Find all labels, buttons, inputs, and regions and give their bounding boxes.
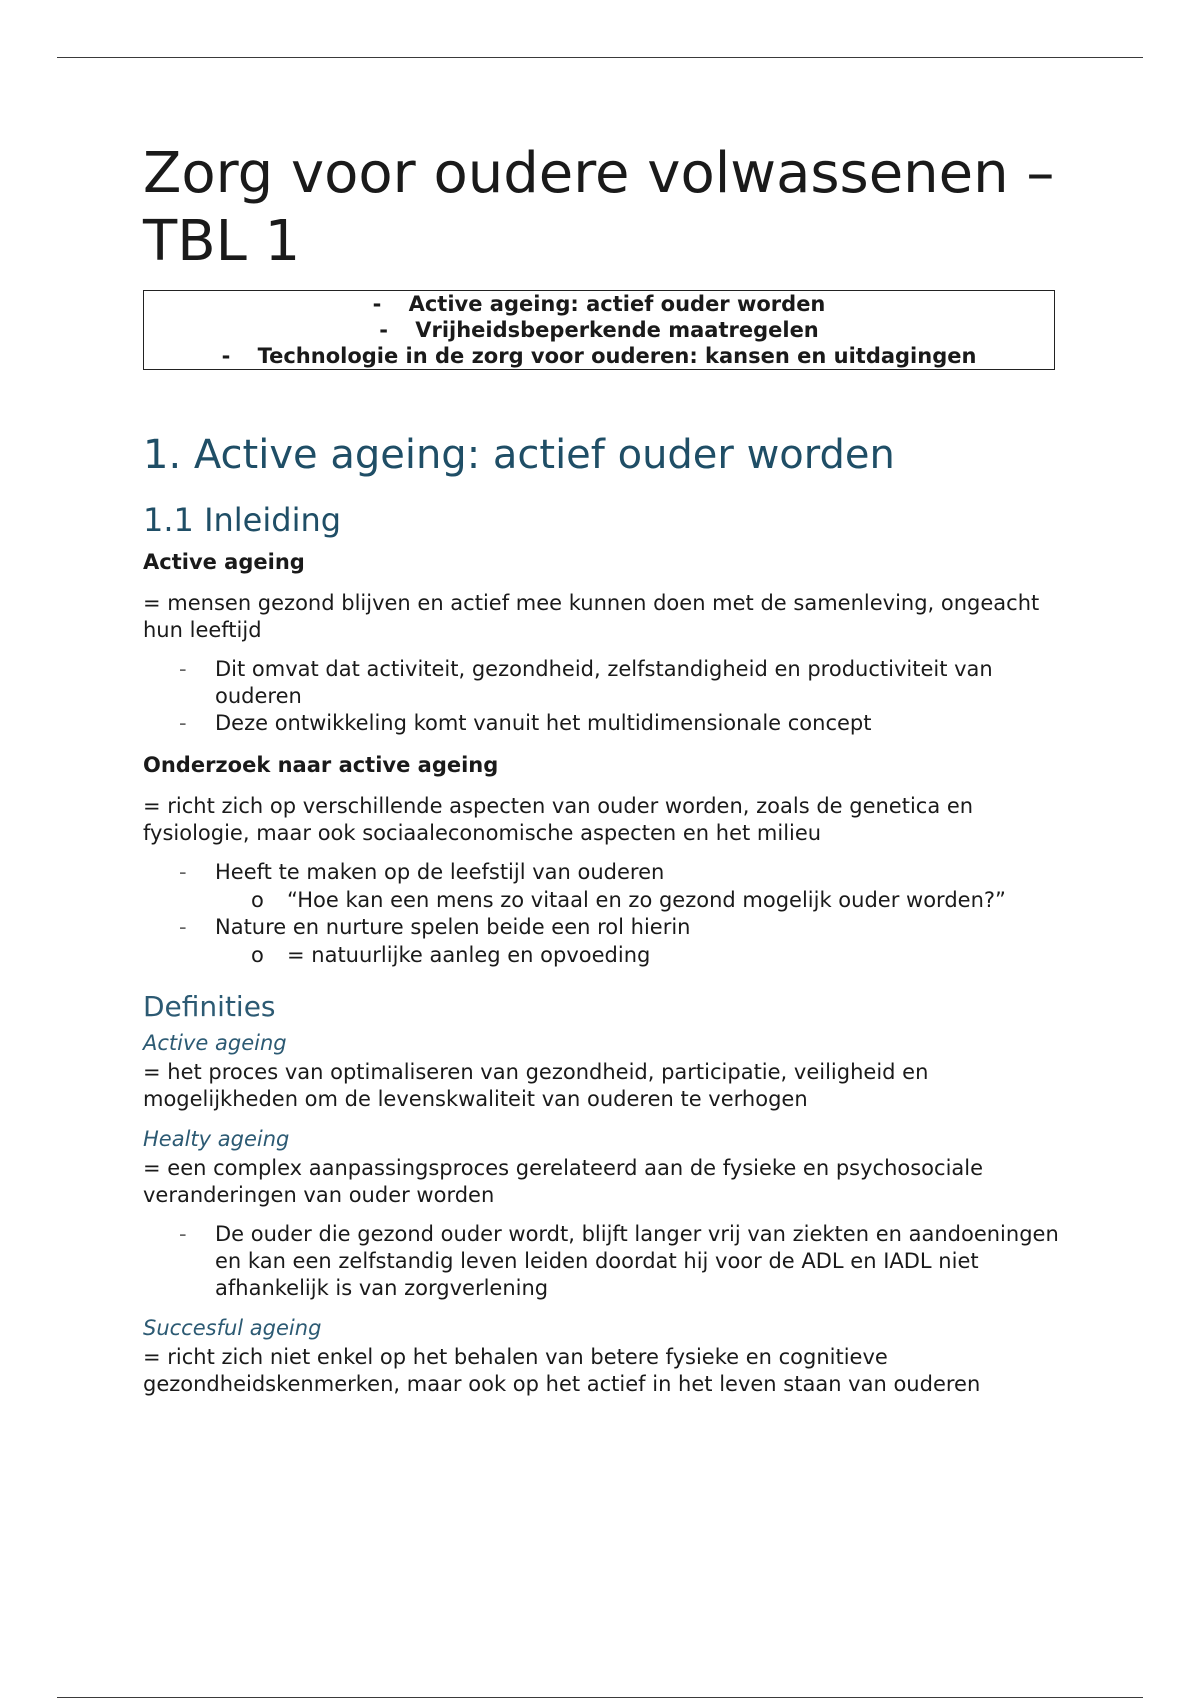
sub-list (215, 941, 1063, 969)
bullet-list (143, 859, 1063, 969)
term-label: Onderzoek naar active ageing (143, 753, 499, 777)
subsection-heading: 1.1 Inleiding (143, 501, 342, 539)
section-heading: 1. Active ageing: actief ouder worden (143, 432, 895, 478)
dash-bullet: - (221, 344, 231, 368)
term-label: Active ageing (143, 1031, 287, 1055)
term-label: Healty ageing (143, 1127, 290, 1151)
list-item: - Deze ontwikkeling komt vanuit het multidimensionale concept (179, 711, 872, 735)
list-item: - Heeft te maken op de leefstijl van ouderen o “Hoe kan een mens zo vitaal en zo gezond mogelijk ouder worden?” (143, 859, 1063, 914)
bullet-list (143, 656, 1063, 737)
definition-text: = richt zich op verschillende aspecten van ouder worden, zoals de genetica en fysiologie, maar ook sociaaleconomische aspecten en het milieu (143, 794, 974, 845)
topic-item: - Active ageing: actief ouder worden (372, 292, 826, 316)
bottom-rule (57, 1697, 1143, 1698)
top-rule (57, 57, 1143, 58)
term-label: Succesful ageing (143, 1316, 322, 1340)
definition-text: = mensen gezond blijven en actief mee kunnen doen met de samenleving, ongeacht hun leeftijd (143, 591, 1040, 642)
topic-item: - Vrijheidsbeperkende maatregelen (379, 318, 819, 342)
dash-bullet: - (379, 318, 388, 342)
sub-list-item: o = natuurlijke aanleg en opvoeding (251, 943, 651, 967)
list-item: - De ouder die gezond ouder wordt, blijft langer vrij van ziekten en aandoeningen en kan een zelfstandig leven leiden doordat hij voor de ADL en IADL niet afhankelijk is van zorgverlening (179, 1222, 1059, 1300)
definition-text: = een complex aanpassingsproces gerelateerd aan de fysieke en psychosociale veranderingen van ouder worden (143, 1156, 984, 1207)
list-item: - Nature en nurture spelen beide een rol hierin o = natuurlijke aanleg en opvoeding (143, 914, 1063, 969)
document-page (143, 140, 1063, 1398)
definition-text: = het proces van optimaliseren van gezondheid, participatie, veiligheid en mogelijkheden om de levenskwaliteit van ouderen te verhogen (143, 1060, 929, 1111)
term-label: Active ageing (143, 550, 305, 574)
document-title: Zorg voor oudere volwassenen – TBL 1 (143, 141, 1055, 274)
dash-bullet: - (372, 292, 382, 316)
topics-box (143, 290, 1055, 370)
sub-list-item: o “Hoe kan een mens zo vitaal en zo gezond mogelijk ouder worden?” (251, 888, 1006, 912)
sub-list (215, 886, 1063, 914)
bullet-list (143, 1221, 1063, 1302)
subsection-heading: Definities (143, 990, 276, 1023)
list-item: - Dit omvat dat activiteit, gezondheid, zelfstandigheid en productiviteit van ouderen (179, 657, 993, 708)
definition-text: = richt zich niet enkel op het behalen van betere fysieke en cognitieve gezondheidskenmerken, maar ook op het actief in het leven staan van ouderen (143, 1345, 981, 1396)
topic-item: - Technologie in de zorg voor ouderen: kansen en uitdagingen (221, 344, 977, 368)
